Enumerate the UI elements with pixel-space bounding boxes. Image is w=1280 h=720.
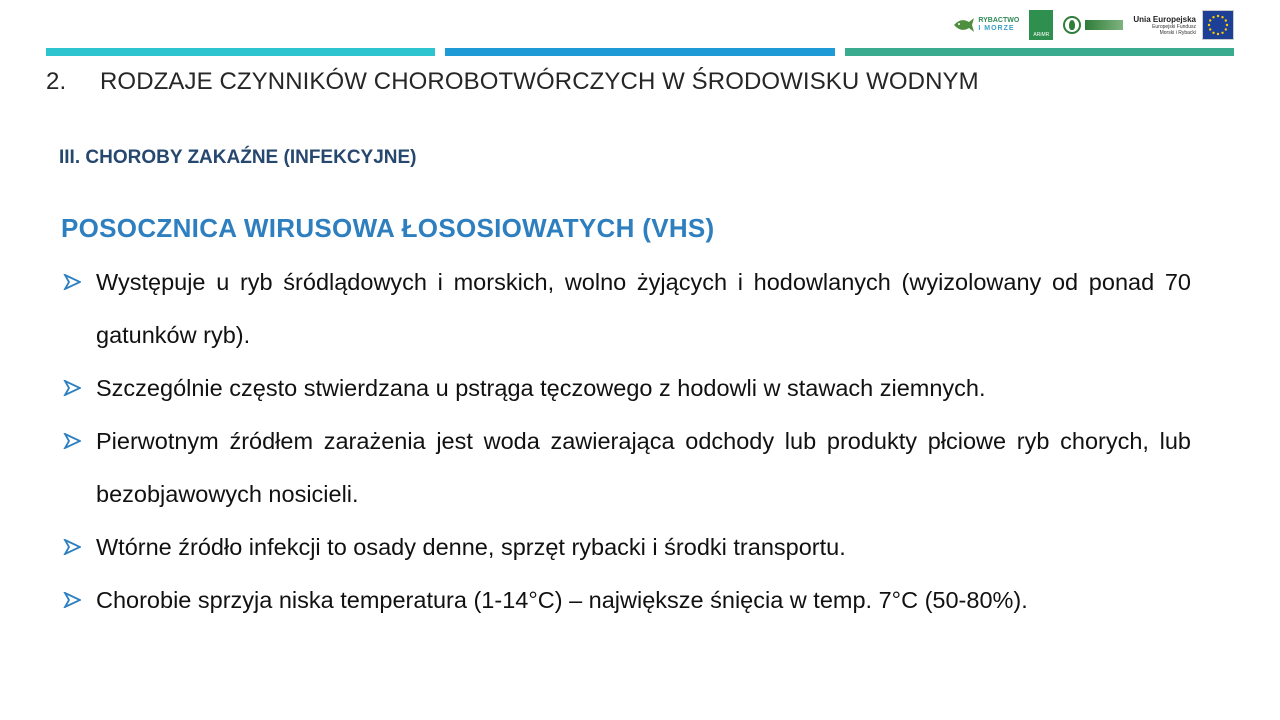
bullet-item [61, 415, 1191, 521]
arrow-bullet-icon [63, 274, 81, 290]
rybactwo-logo-line1: RYBACTWO [978, 17, 1020, 24]
bullet-item [61, 362, 1191, 415]
eu-logo-sub2: Morski i Rybacki [1159, 29, 1196, 36]
rybactwo-logo-line2: I MORZE [978, 25, 1015, 32]
header-bar-blue [445, 48, 834, 56]
fish-icon [953, 16, 975, 34]
bullet-item [61, 256, 1191, 362]
program-logo [1063, 16, 1123, 34]
arrow-bullet-icon [63, 539, 81, 555]
section-title [46, 68, 979, 96]
arrow-bullet-icon [63, 433, 81, 449]
bullet-item [61, 574, 1191, 627]
eu-flag-icon [1202, 10, 1234, 40]
arrow-bullet-icon [63, 380, 81, 396]
header-color-bars [46, 48, 1234, 56]
arimr-logo [1029, 10, 1053, 40]
subtitle: III. CHOROBY ZAKAŹNE (INFEKCYJNE) [59, 147, 417, 168]
bullet-item [61, 521, 1191, 574]
bullet-text: Pierwotnym źródłem zarażenia jest woda zawierająca odchody lub produkty płciowe ryb chorych, lub bezobjawowych nosicieli. [96, 428, 1191, 507]
bullet-list [61, 256, 1191, 627]
bullet-text: Chorobie sprzyja niska temperatura (1-14°C) – największe śnięcia w temp. 7°C (50-80%). [96, 587, 1028, 613]
eu-logo-sub1: Europejski Fundusz [1152, 23, 1196, 30]
rybactwo-i-morze-logo [953, 16, 1019, 34]
header-logos [953, 8, 1234, 42]
slide-heading: POSOCZNICA WIRUSOWA ŁOSOSIOWATYCH (VHS) [61, 213, 715, 243]
section-number: 2. [46, 68, 67, 95]
header-bar-teal [46, 48, 435, 56]
program-logo-bar [1085, 20, 1123, 30]
header-bar-green [845, 48, 1234, 56]
arrow-bullet-icon [63, 592, 81, 608]
arimr-logo-text: ARiMR [1033, 32, 1050, 38]
section-title-text: RODZAJE CZYNNIKÓW CHOROBOTWÓRCZYCH W ŚRODOWISKU WODNYM [100, 68, 979, 95]
bullet-text: Występuje u ryb śródlądowych i morskich, wolno żyjących i hodowlanych (wyizolowany od ponad 70 gatunków ryb). [96, 269, 1191, 348]
bullet-text: Szczególnie często stwierdzana u pstrąga tęczowego z hodowli w stawach ziemnych. [96, 375, 986, 401]
eu-logo-title: Unia Europejska [1133, 14, 1196, 24]
bullet-text: Wtórne źródło infekcji to osady denne, sprzęt rybacki i środki transportu. [96, 534, 846, 560]
eu-logo [1133, 10, 1234, 40]
leaf-emblem-icon [1063, 16, 1081, 34]
